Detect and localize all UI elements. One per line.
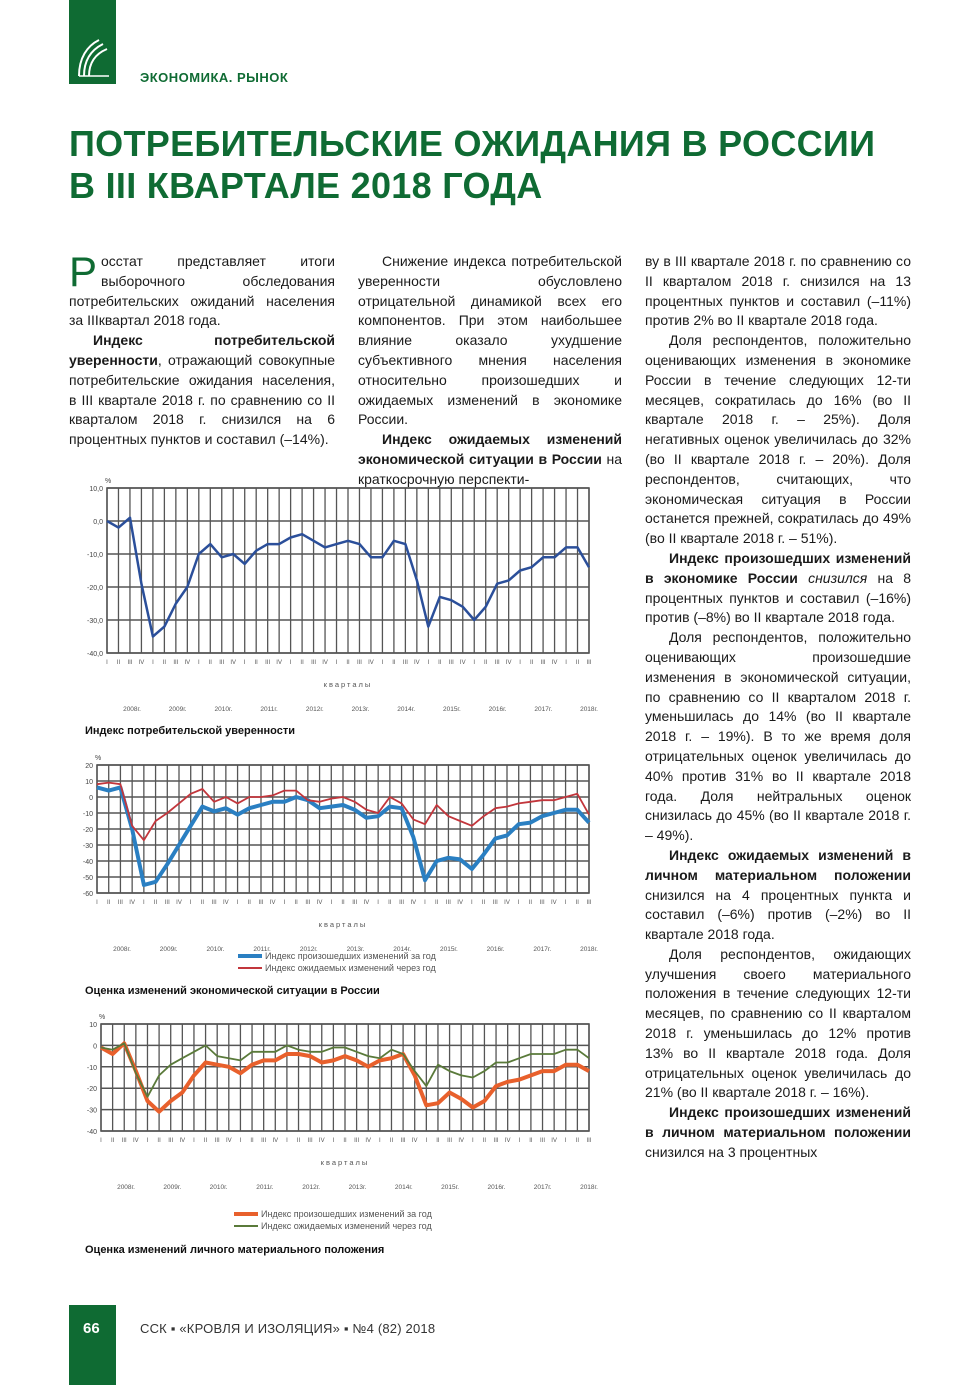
svg-text:II: II (254, 660, 258, 666)
svg-text:II: II (116, 660, 121, 666)
svg-text:IV: IV (410, 900, 417, 906)
svg-text:IV: IV (551, 900, 557, 906)
svg-text:2013г.: 2013г. (351, 706, 370, 713)
svg-text:2018г.: 2018г. (580, 706, 598, 713)
svg-text:IV: IV (269, 900, 276, 906)
svg-text:II: II (208, 660, 212, 666)
svg-text:I: I (193, 1138, 195, 1144)
consumer-confidence-chart (69, 478, 599, 718)
svg-text:I: I (473, 660, 476, 666)
legend-item: Индекс ожидаемых изменений через год (238, 962, 436, 974)
svg-text:I: I (239, 1138, 242, 1144)
svg-text:2009г.: 2009г. (159, 946, 178, 953)
svg-text:IV: IV (504, 900, 510, 906)
svg-text:IV: IV (176, 900, 182, 906)
svg-text:II: II (389, 1138, 394, 1144)
svg-text:III: III (400, 1138, 406, 1144)
svg-text:I: I (189, 900, 192, 906)
svg-text:III: III (219, 660, 225, 666)
svg-text:IV: IV (179, 1138, 186, 1144)
svg-text:I: I (100, 1138, 102, 1144)
legend-item: Индекс произошедших изменений за год (234, 1208, 432, 1220)
chart-caption: Индекс потребительской уверенности (85, 725, 295, 737)
svg-text:III: III (354, 1138, 360, 1144)
svg-text:II: II (482, 1138, 487, 1144)
paragraph: Снижение индекса потребительской уверенности обусловлено отрицательной динамикой всех его компонентов. При этом наибольшее влияние оказало ухудшение субъективного мнения населения относительно произошедших и ожидаемых изменений в экономике России. (358, 253, 622, 428)
svg-text:IV: IV (129, 900, 135, 906)
svg-text:III: III (586, 1138, 592, 1144)
svg-text:I: I (471, 1138, 474, 1144)
svg-text:II: II (529, 660, 534, 666)
svg-text:%: % (105, 478, 112, 485)
svg-text:IV: IV (459, 660, 466, 666)
legend-item: Индекс произошедших изменений за год (238, 950, 436, 962)
svg-text:II: II (346, 660, 350, 666)
svg-text:III: III (399, 900, 405, 906)
svg-text:2010г.: 2010г. (206, 946, 225, 953)
svg-text:III: III (121, 1138, 127, 1144)
svg-text:III: III (211, 900, 217, 906)
svg-text:II: II (107, 900, 111, 906)
chart-caption: Оценка изменений личного материального положения (85, 1244, 385, 1256)
svg-text:-10: -10 (86, 1064, 97, 1072)
svg-text:10: 10 (89, 1022, 97, 1029)
svg-text:I: I (106, 660, 108, 666)
svg-text:II: II (296, 1138, 301, 1144)
svg-text:%: % (99, 1014, 106, 1021)
svg-text:I: I (143, 900, 145, 906)
svg-text:III: III (447, 1138, 453, 1144)
svg-text:I: I (519, 660, 521, 666)
svg-text:10,0: 10,0 (89, 486, 103, 493)
svg-text:2013г.: 2013г. (346, 946, 365, 953)
svg-text:2017г.: 2017г. (533, 946, 552, 953)
section-label: ЭКОНОМИКА. РЫНОК (140, 70, 289, 85)
svg-text:IV: IV (230, 660, 237, 666)
svg-text:2012г.: 2012г. (302, 1184, 321, 1191)
svg-text:-10,0: -10,0 (87, 552, 103, 559)
text-column-1 (69, 248, 335, 450)
svg-text:II: II (157, 1138, 161, 1144)
legend-swatch-red (238, 967, 262, 969)
svg-text:2014г.: 2014г. (393, 946, 412, 953)
svg-text:2014г.: 2014г. (397, 706, 416, 713)
svg-text:I: I (152, 660, 154, 666)
paragraph: Доля респондентов, ожидающих улучшения своего материального положения в течение следующих 12-ти месяцев, по сравнению со II кварталом 2018 г. уменьшилась до 12% против 13% во II квартале 2018 года. Доля отрицательных оценок увеличилась до 21% (во II квартале 2018 г. – 16%). (645, 945, 911, 1101)
svg-text:I: I (289, 660, 292, 666)
svg-text:2016г.: 2016г. (487, 1184, 506, 1191)
svg-text:2016г.: 2016г. (488, 706, 507, 713)
chart-legend (234, 1208, 432, 1232)
svg-text:IV: IV (363, 900, 370, 906)
paragraph: Росстат представляет итоги выборочного обследования потребительских ожиданий населения за IIIквартал 2018 года. (69, 248, 335, 329)
svg-text:II: II (203, 1138, 208, 1144)
svg-text:2016г.: 2016г. (486, 946, 505, 953)
svg-text:II: II (247, 900, 251, 906)
svg-text:III: III (586, 660, 592, 666)
svg-text:2011г.: 2011г. (260, 706, 278, 713)
paragraph: Индекс потребительской уверенности, отражающий совокупные потребительские ожидания населения, в III квартале 2018 г. по сравнению со II кварталом 2018 г. снизился на 6 процентных пунктов и составил (–14%). (69, 332, 335, 448)
svg-text:III: III (261, 1138, 267, 1144)
svg-text:III: III (214, 1138, 220, 1144)
title-line-2: В III КВАРТАЛЕ 2018 ГОДА (69, 165, 543, 206)
svg-text:IV: IV (365, 1138, 372, 1144)
svg-text:2017г.: 2017г. (534, 706, 553, 713)
svg-text:2011г.: 2011г. (256, 1184, 274, 1191)
svg-text:II: II (575, 900, 579, 906)
svg-text:I: I (335, 660, 338, 666)
svg-text:I: I (381, 660, 384, 666)
paragraph: Индекс произошедших изменений в экономике России снизился на 8 процентных пунктов и составил (–16%) против (–8%) во II квартале 2018 года. (645, 549, 911, 626)
legend-swatch-orange (234, 1212, 258, 1216)
svg-text:I: I (330, 900, 333, 906)
svg-text:III: III (539, 900, 545, 906)
svg-text:IV: IV (551, 1138, 557, 1144)
svg-text:IV: IV (505, 660, 512, 666)
paragraph: Доля респондентов, положительно оценивающих изменения в экономике России в течение следующих 12-ти месяцев, сократилась до 16% (во II квартале 2018 г. – 25%). Доля негативных оценок увеличилась до 32% (во II квартале 2018 г. – 20%). Доля респондентов, считающих, что экономическая ситуация в России останется прежней, сократилась до 49% (во II квартале 2018 г. – 51%). (645, 332, 911, 547)
svg-text:2013г.: 2013г. (348, 1184, 367, 1191)
svg-text:-40,0: -40,0 (87, 651, 103, 658)
svg-text:-30: -30 (86, 1107, 97, 1115)
svg-text:IV: IV (414, 660, 420, 666)
svg-text:II: II (528, 900, 533, 906)
svg-text:I: I (377, 900, 379, 906)
svg-text:III: III (307, 1138, 313, 1144)
svg-text:IV: IV (457, 900, 463, 906)
svg-text:II: II (436, 1138, 440, 1144)
svg-text:2008г.: 2008г. (113, 946, 131, 953)
svg-text:II: II (250, 1138, 254, 1144)
svg-text:III: III (352, 900, 358, 906)
svg-text:-40: -40 (86, 1129, 97, 1136)
svg-text:II: II (435, 900, 439, 906)
svg-text:2018г.: 2018г. (580, 946, 598, 953)
svg-text:2015г.: 2015г. (439, 946, 458, 953)
svg-text:III: III (402, 660, 408, 666)
svg-text:II: II (153, 900, 158, 906)
text-column-2 (358, 252, 622, 490)
personal-finance-chart (69, 1007, 599, 1205)
paragraph: Индекс произошедших изменений в личном материальном положении снизился на 3 процентных (645, 1104, 911, 1160)
svg-text:-20: -20 (82, 827, 93, 834)
svg-text:2010г.: 2010г. (209, 1184, 228, 1191)
svg-text:I: I (236, 900, 239, 906)
svg-text:III: III (492, 900, 498, 906)
title-line-1: ПОТРЕБИТЕЛЬСКИЕ ОЖИДАНИЯ В РОССИИ (69, 123, 876, 164)
footer-bar (69, 1305, 116, 1385)
svg-text:0: 0 (93, 1043, 97, 1051)
svg-text:кварталы: кварталы (323, 680, 373, 689)
svg-text:2014г.: 2014г. (394, 1184, 413, 1191)
svg-text:III: III (265, 660, 271, 666)
svg-text:%: % (95, 755, 102, 762)
svg-text:II: II (294, 900, 298, 906)
paragraph: Индекс ожидаемых изменений экономической ситуации в России на краткосрочную перспекти- (358, 431, 622, 487)
svg-text:IV: IV (458, 1138, 465, 1144)
svg-text:III: III (493, 1138, 499, 1144)
svg-text:0,0: 0,0 (93, 519, 103, 526)
svg-text:IV: IV (322, 660, 328, 666)
economic-situation-chart (69, 748, 599, 953)
svg-text:III: III (258, 900, 264, 906)
drop-cap: Р (69, 248, 98, 295)
svg-text:II: II (300, 660, 304, 666)
chart-legend (238, 950, 436, 974)
svg-text:II: II (575, 1138, 580, 1144)
svg-text:III: III (494, 660, 500, 666)
svg-text:IV: IV (368, 660, 374, 666)
svg-text:IV: IV (138, 660, 145, 666)
svg-text:20: 20 (85, 763, 93, 770)
svg-text:-40: -40 (82, 859, 93, 866)
svg-text:2012г.: 2012г. (299, 946, 318, 953)
svg-text:2015г.: 2015г. (442, 706, 461, 713)
svg-text:III: III (127, 660, 133, 666)
svg-text:2008г.: 2008г. (117, 1184, 135, 1191)
svg-text:I: I (517, 900, 520, 906)
svg-text:IV: IV (184, 660, 191, 666)
svg-text:I: I (564, 1138, 567, 1144)
svg-text:10: 10 (85, 779, 93, 786)
svg-text:IV: IV (318, 1138, 325, 1144)
svg-text:I: I (518, 1138, 521, 1144)
svg-text:IV: IV (225, 1138, 232, 1144)
svg-text:II: II (575, 660, 580, 666)
svg-text:кварталы: кварталы (320, 1158, 370, 1167)
svg-text:III: III (164, 900, 170, 906)
svg-text:I: I (471, 900, 473, 906)
svg-text:III: III (586, 900, 592, 906)
svg-text:II: II (484, 660, 488, 666)
svg-text:III: III (540, 1138, 546, 1144)
svg-text:-50: -50 (82, 875, 93, 882)
svg-text:I: I (424, 900, 426, 906)
svg-text:III: III (448, 660, 454, 666)
svg-text:2017г.: 2017г. (533, 1184, 552, 1191)
paragraph: Индекс ожидаемых изменений в личном материальном положении снизился на 4 процентных пункта и составил (–6%) против (–2%) во II квартале 2018 года. (645, 846, 911, 943)
svg-text:IV: IV (316, 900, 323, 906)
svg-text:I: I (564, 900, 567, 906)
page-number: 66 (83, 1320, 100, 1337)
svg-text:-60: -60 (82, 891, 93, 898)
svg-text:II: II (341, 900, 345, 906)
svg-text:II: II (343, 1138, 347, 1144)
svg-text:I: I (565, 660, 567, 666)
svg-text:II: II (438, 660, 442, 666)
chart-caption: Оценка изменений экономической ситуации в России (85, 985, 380, 997)
svg-text:-20,0: -20,0 (87, 585, 103, 592)
svg-text:2018г.: 2018г. (580, 1184, 598, 1191)
svg-text:2009г.: 2009г. (163, 1184, 182, 1191)
svg-text:I: I (425, 1138, 428, 1144)
svg-text:III: III (356, 660, 362, 666)
svg-text:II: II (110, 1138, 115, 1144)
svg-text:III: III (305, 900, 311, 906)
svg-text:2009г.: 2009г. (168, 706, 187, 713)
svg-text:IV: IV (272, 1138, 279, 1144)
svg-text:кварталы: кварталы (318, 920, 368, 929)
article-title (69, 123, 929, 207)
svg-text:-30: -30 (82, 843, 93, 850)
svg-text:I: I (243, 660, 246, 666)
svg-text:II: II (529, 1138, 533, 1144)
svg-text:I: I (332, 1138, 335, 1144)
svg-text:I: I (146, 1138, 149, 1144)
svg-text:I: I (283, 900, 286, 906)
svg-text:II: II (392, 660, 396, 666)
svg-text:-20: -20 (86, 1086, 97, 1094)
svg-text:II: II (200, 900, 205, 906)
svg-text:III: III (445, 900, 451, 906)
svg-text:III: III (540, 660, 546, 666)
svg-text:0: 0 (89, 795, 93, 802)
svg-text:2012г.: 2012г. (305, 706, 324, 713)
svg-text:IV: IV (551, 660, 558, 666)
svg-text:-30,0: -30,0 (87, 618, 103, 625)
svg-text:IV: IV (223, 900, 229, 906)
svg-text:II: II (388, 900, 392, 906)
svg-text:I: I (96, 900, 98, 906)
legend-item: Индекс ожидаемых изменений через год (234, 1220, 432, 1232)
paragraph: ву в III квартале 2018 г. по сравнению со II кварталом 2018 г. снизился на 13 процентных пунктов и составил (–11%) против 2% во II квартале 2018 года. (645, 253, 911, 329)
svg-text:IV: IV (504, 1138, 511, 1144)
svg-text:2008г.: 2008г. (123, 706, 141, 713)
svg-text:2011г.: 2011г. (253, 946, 271, 953)
paragraph: Доля респондентов, положительно оценивающих произошедшие изменения в экономической ситуации, по сравнению со II кварталом 2018 г. уменьшилась до 14% (во II квартале 2018 г. – 19%). В то же время доля отрицательных оценок увеличилась до 40% против 31% во II квартале 2018 года. Доля нейтральных оценок снизилась до 45% (во II квартале 2018 г. – 49%). (645, 629, 911, 844)
svg-text:II: II (481, 900, 486, 906)
svg-text:2010г.: 2010г. (214, 706, 233, 713)
legend-swatch-blue (238, 954, 262, 958)
svg-text:2015г.: 2015г. (441, 1184, 460, 1191)
svg-text:III: III (173, 660, 179, 666)
svg-text:III: III (168, 1138, 174, 1144)
svg-text:I: I (286, 1138, 288, 1144)
svg-text:III: III (117, 900, 123, 906)
svg-text:I: I (379, 1138, 381, 1144)
publication-info: ССК ▪ «КРОВЛЯ И ИЗОЛЯЦИЯ» ▪ №4 (82) 2018 (140, 1321, 436, 1336)
svg-text:IV: IV (133, 1138, 139, 1144)
svg-text:II: II (162, 660, 167, 666)
legend-swatch-green (234, 1225, 258, 1227)
text-column-3 (645, 252, 911, 1163)
svg-text:-10: -10 (82, 811, 93, 818)
svg-text:I: I (427, 660, 430, 666)
leaf-logo-icon (75, 36, 111, 78)
svg-text:I: I (197, 660, 200, 666)
magazine-logo (69, 0, 116, 84)
svg-text:IV: IV (411, 1138, 418, 1144)
svg-text:IV: IV (276, 660, 282, 666)
svg-text:III: III (311, 660, 317, 666)
